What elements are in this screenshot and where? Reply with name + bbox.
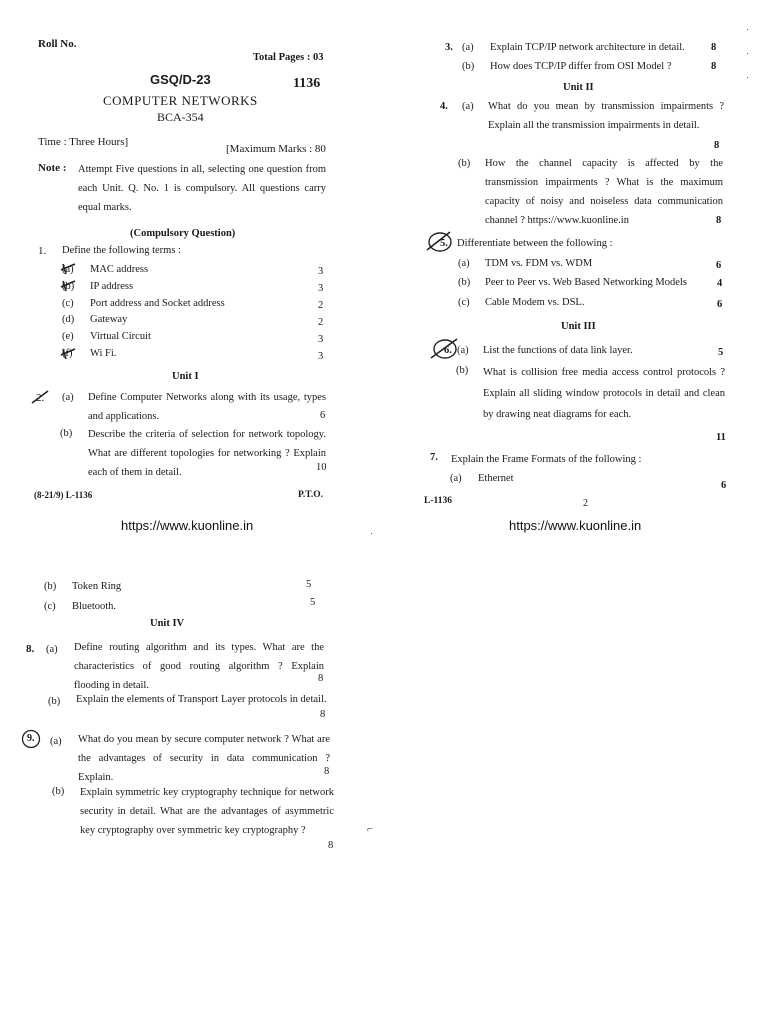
handwritten-tick-marks — [58, 260, 82, 370]
q1-item-label: (f) — [62, 348, 73, 359]
q1-text: Define the following terms : — [62, 245, 181, 256]
q6b-text: What is collision free media access control protocols ? Explain all sliding window protocols in detail and clean by drawing neat diagrams for each. — [483, 367, 725, 420]
q8a-marks: 8 — [318, 673, 324, 684]
q8b-marks: 8 — [320, 709, 326, 720]
website-url: https://www.kuonline.in — [121, 518, 254, 533]
q5-item-label: (c) — [458, 297, 470, 308]
note-text: Attempt Five questions in all, selecting one question from each Unit. Q. No. 1 is compulsory. All questions carry equal marks. — [78, 164, 326, 213]
q1-item-marks: 2 — [318, 300, 324, 311]
q2a-text: Define Computer Networks along with its usage, types and applications. — [88, 392, 326, 422]
q5-item-marks: 6 — [717, 299, 723, 310]
scan-edge-mark: · — [746, 48, 750, 59]
q5-text: Differentiate between the following : — [457, 238, 613, 249]
q7b-text: Token Ring — [72, 581, 122, 592]
compulsory-heading: (Compulsory Question) — [130, 228, 236, 239]
q4b-text: How the channel capacity is affected by the transmission impairments ? What is the maximum capacity of noisy and noiseless data communication channel ? https://www.kuonline.in — [485, 158, 723, 226]
total-pages: Total Pages : 03 — [253, 52, 324, 63]
q3a-marks: 8 — [711, 42, 717, 53]
course-code: BCA-354 — [157, 110, 204, 124]
q6a-label: (a) — [457, 345, 469, 356]
q8b-label: (b) — [48, 696, 61, 707]
q3a-label: (a) — [462, 42, 474, 53]
unit-4-heading: Unit IV — [150, 618, 185, 629]
q9a-marks: 8 — [324, 766, 330, 777]
handwritten-tick-q2 — [30, 388, 52, 408]
q8a-label: (a) — [46, 644, 58, 655]
q5-item-text: Cable Modem vs. DSL. — [485, 297, 585, 308]
page-1-footer-code: (8-21/9) L-1136 — [34, 490, 93, 500]
q3b-marks: 8 — [711, 61, 717, 72]
q4b-marks: 8 — [716, 215, 722, 226]
q1-item-marks: 2 — [318, 317, 324, 328]
q1-item-label: (b) — [62, 281, 75, 292]
q4-number: 4. — [440, 101, 448, 112]
q9a-text: What do you mean by secure computer network ? What are the advantages of security in data communication ? Explain. — [78, 734, 330, 783]
q8a-text: Define routing algorithm and its types. What are the characteristics of good routing algorithm ? Explain flooding in detail. — [74, 642, 324, 691]
q1-item-label: (a) — [62, 264, 74, 275]
q7a-marks: 6 — [721, 480, 727, 491]
scan-edge-mark: ⌐ — [367, 824, 373, 835]
q2-number: 2. — [36, 392, 45, 404]
q1-item-text: IP address — [90, 281, 134, 292]
scan-edge-mark: · — [746, 24, 750, 35]
q4a-marks: 8 — [714, 140, 720, 151]
q7b-label: (b) — [44, 581, 57, 592]
q9b-label: (b) — [52, 786, 65, 797]
q5-item-label: (a) — [458, 258, 470, 269]
q2b-marks: 10 — [316, 462, 327, 473]
q5-item-text: TDM vs. FDM vs. WDM — [485, 258, 593, 269]
q1-item-marks: 3 — [318, 266, 324, 277]
q7c-text: Bluetooth. — [72, 601, 117, 612]
q1-item-text: Wi Fi. — [90, 348, 117, 359]
q7b-marks: 5 — [306, 579, 312, 590]
scan-edge-mark: · — [370, 528, 374, 539]
q2b-label: (b) — [60, 428, 73, 439]
handwritten-circle-q6 — [428, 334, 460, 362]
q9a-label: (a) — [50, 736, 62, 747]
unit-3-heading: Unit III — [561, 321, 596, 332]
q1-item-text: MAC address — [90, 264, 149, 275]
maximum-marks: [Maximum Marks : 80 — [226, 143, 326, 155]
q6-number: 6. — [444, 345, 452, 356]
subject-title: COMPUTER NETWORKS — [103, 93, 258, 108]
q7a-label: (a) — [450, 473, 462, 484]
q7a-text: Ethernet — [478, 473, 514, 484]
q4a-text: What do you mean by transmission impairments ? Explain all the transmission impairments in detail. — [488, 101, 724, 131]
q1-item-marks: 3 — [318, 334, 324, 345]
q1-item-marks: 3 — [318, 283, 324, 294]
q7-text: Explain the Frame Formats of the following : — [451, 454, 642, 465]
q6b-label: (b) — [456, 365, 469, 376]
page-2-number: 2 — [583, 498, 588, 509]
q5-item-label: (b) — [458, 277, 471, 288]
q1-item-label: (d) — [62, 314, 75, 325]
q3b-text: How does TCP/IP differ from OSI Model ? — [490, 61, 672, 72]
q3b-label: (b) — [462, 61, 475, 72]
q5-item-text: Peer to Peer vs. Web Based Networking Models — [485, 277, 687, 288]
pto-label: P.T.O. — [298, 490, 324, 500]
website-url: https://www.kuonline.in — [509, 518, 642, 533]
q9b-text: Explain symmetric key cryptography technique for network security in detail. What are the advantages of asymmetric key cryptography over symmetric key cryptography ? — [80, 787, 334, 836]
q1-item-marks: 3 — [318, 351, 324, 362]
q1-item-text: Port address and Socket address — [90, 298, 225, 309]
q7c-marks: 5 — [310, 597, 316, 608]
q8-number: 8. — [26, 643, 35, 655]
q4a-label: (a) — [462, 101, 474, 112]
unit-2-heading: Unit II — [563, 82, 594, 93]
q4b-label: (b) — [458, 158, 471, 169]
q3-number: 3. — [445, 42, 453, 53]
unit-1-heading: Unit I — [172, 371, 199, 382]
q9b-marks: 8 — [328, 840, 334, 851]
time-allowed: Time : Three Hours] — [38, 136, 129, 148]
roll-no-label: Roll No. — [38, 38, 77, 50]
scan-edge-mark: · — [746, 72, 750, 83]
q1-item-text: Virtual Circuit — [90, 331, 151, 342]
q6a-text: List the functions of data link layer. — [483, 345, 633, 356]
q2b-text: Describe the criteria of selection for network topology. What are different topologies for networking ? Explain each of them in detail. — [88, 429, 326, 478]
q3a-text: Explain TCP/IP network architecture in detail. — [490, 42, 685, 53]
q6a-marks: 5 — [718, 347, 724, 358]
q1-item-text: Gateway — [90, 314, 128, 325]
q1-item-label: (c) — [62, 298, 74, 309]
q1-number: 1. — [38, 245, 47, 257]
q8b-text: Explain the elements of Transport Layer protocols in detail. — [76, 694, 327, 705]
q5-item-marks: 6 — [716, 260, 722, 271]
q1-item-label: (e) — [62, 331, 74, 342]
paper-code: GSQ/D-23 — [150, 72, 211, 87]
page-2-footer-code: L-1136 — [424, 496, 452, 506]
q7-number: 7. — [430, 452, 438, 463]
paper-number: 1136 — [293, 76, 321, 91]
q6b-marks: 11 — [716, 432, 726, 443]
handwritten-circle-q5 — [424, 228, 454, 254]
q7c-label: (c) — [44, 601, 56, 612]
q9-number: 9. — [27, 733, 35, 744]
q2a-label: (a) — [62, 392, 74, 403]
q2a-marks: 6 — [320, 410, 326, 421]
q5-item-marks: 4 — [717, 278, 723, 289]
note-label: Note : — [38, 162, 67, 174]
q5-number: 5. — [440, 238, 448, 249]
